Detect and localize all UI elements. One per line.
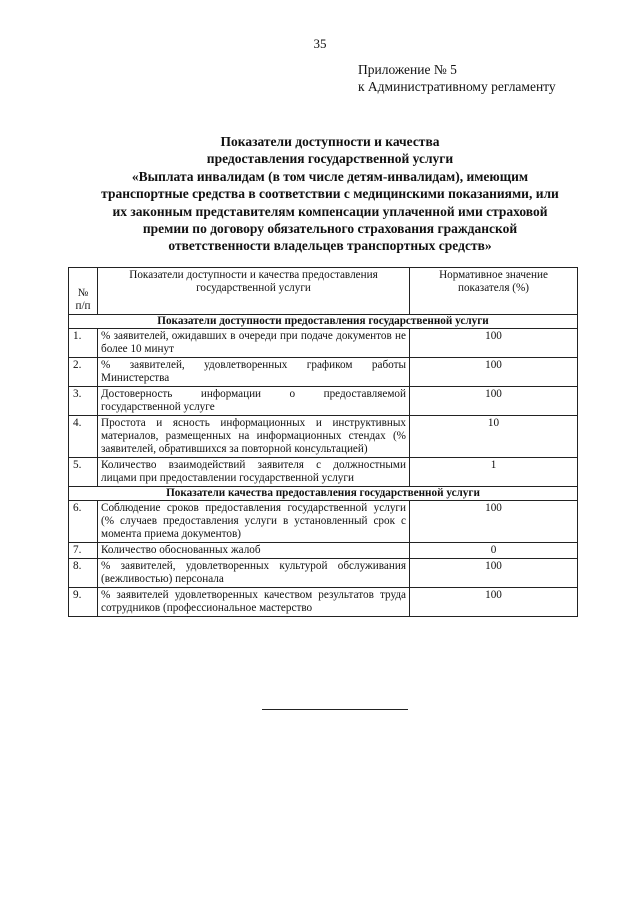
appendix-line-1: Приложение № 5 bbox=[358, 62, 457, 77]
row-number: 9. bbox=[69, 588, 98, 617]
row-value: 100 bbox=[410, 588, 578, 617]
table-row bbox=[69, 559, 578, 588]
header-num: № п/п bbox=[69, 268, 98, 315]
row-value: 0 bbox=[410, 543, 578, 559]
row-indicator: Количество обоснованных жалоб bbox=[98, 543, 410, 559]
row-value: 10 bbox=[410, 416, 578, 458]
row-number: 1. bbox=[69, 329, 98, 358]
row-value: 100 bbox=[410, 559, 578, 588]
appendix-line-2: к Административному регламенту bbox=[358, 79, 556, 94]
row-value: 100 bbox=[410, 329, 578, 358]
table-header-row bbox=[69, 268, 578, 315]
table-row bbox=[69, 458, 578, 487]
title-line-7: ответственности владельцев транспортных средств» bbox=[168, 238, 492, 254]
table-row bbox=[69, 416, 578, 458]
title-line-3: «Выплата инвалидам (в том числе детям-инвалидам), имеющим bbox=[131, 168, 529, 184]
row-number: 4. bbox=[69, 416, 98, 458]
row-value: 1 bbox=[410, 458, 578, 487]
row-indicator: % заявителей, удовлетворенных графиком работы Министерства bbox=[98, 358, 410, 387]
header-value: Нормативное значение показателя (%) bbox=[410, 268, 578, 315]
indicators-table bbox=[68, 267, 578, 617]
row-number: 7. bbox=[69, 543, 98, 559]
row-indicator: % заявителей, ожидавших в очереди при подаче документов не более 10 минут bbox=[98, 329, 410, 358]
title-line-1: Показатели доступности и качества bbox=[220, 134, 440, 149]
title-line-2: предоставления государственной услуги bbox=[206, 151, 454, 167]
table-row bbox=[69, 329, 578, 358]
document-title bbox=[60, 133, 600, 255]
row-number: 5. bbox=[69, 458, 98, 487]
page-number: 35 bbox=[313, 36, 327, 51]
title-line-6: премии по договору обязательного страхования гражданской bbox=[142, 221, 518, 237]
section-title-availability: Показатели доступности предоставления государственной услуги bbox=[69, 315, 578, 329]
row-indicator: % заявителей удовлетворенных качеством результатов труда сотрудников (профессиональное мастерство bbox=[98, 588, 410, 617]
row-number: 2. bbox=[69, 358, 98, 387]
row-indicator: Количество взаимодействий заявителя с должностными лицами при предоставлении государственной услуги bbox=[98, 458, 410, 487]
section-row-availability bbox=[69, 315, 578, 329]
section-title-quality: Показатели качества предоставления государственной услуги bbox=[69, 487, 578, 501]
section-row-quality bbox=[69, 487, 578, 501]
availability-rows bbox=[69, 329, 578, 487]
signature-divider bbox=[262, 709, 408, 710]
row-value: 100 bbox=[410, 358, 578, 387]
row-number: 3. bbox=[69, 387, 98, 416]
table-row bbox=[69, 588, 578, 617]
row-indicator: % заявителей, удовлетворенных культурой обслуживания (вежливостью) персонала bbox=[98, 559, 410, 588]
row-value: 100 bbox=[410, 501, 578, 543]
row-number: 6. bbox=[69, 501, 98, 543]
header-indicator: Показатели доступности и качества предоставления государственной услуги bbox=[98, 268, 410, 315]
row-value: 100 bbox=[410, 387, 578, 416]
table-row bbox=[69, 358, 578, 387]
title-line-4: транспортные средства в соответствии с медицинскими показаниями, или bbox=[101, 186, 559, 202]
row-indicator: Соблюдение сроков предоставления государственной услуги (% случаев предоставления услуги в установленный срок с момента приема документов) bbox=[98, 501, 410, 543]
appendix-heading bbox=[358, 61, 556, 95]
title-line-5: их законным представителям компенсации уплаченной ими страховой bbox=[112, 203, 548, 219]
row-number: 8. bbox=[69, 559, 98, 588]
row-indicator: Достоверность информации о предоставляемой государственной услуге bbox=[98, 387, 410, 416]
table-row bbox=[69, 501, 578, 543]
table-row bbox=[69, 387, 578, 416]
quality-rows bbox=[69, 501, 578, 617]
table-row bbox=[69, 543, 578, 559]
row-indicator: Простота и ясность информационных и инструктивных материалов, размещенных на информационных стендах (% заявителей, обратившихся за повторной консультацией) bbox=[98, 416, 410, 458]
